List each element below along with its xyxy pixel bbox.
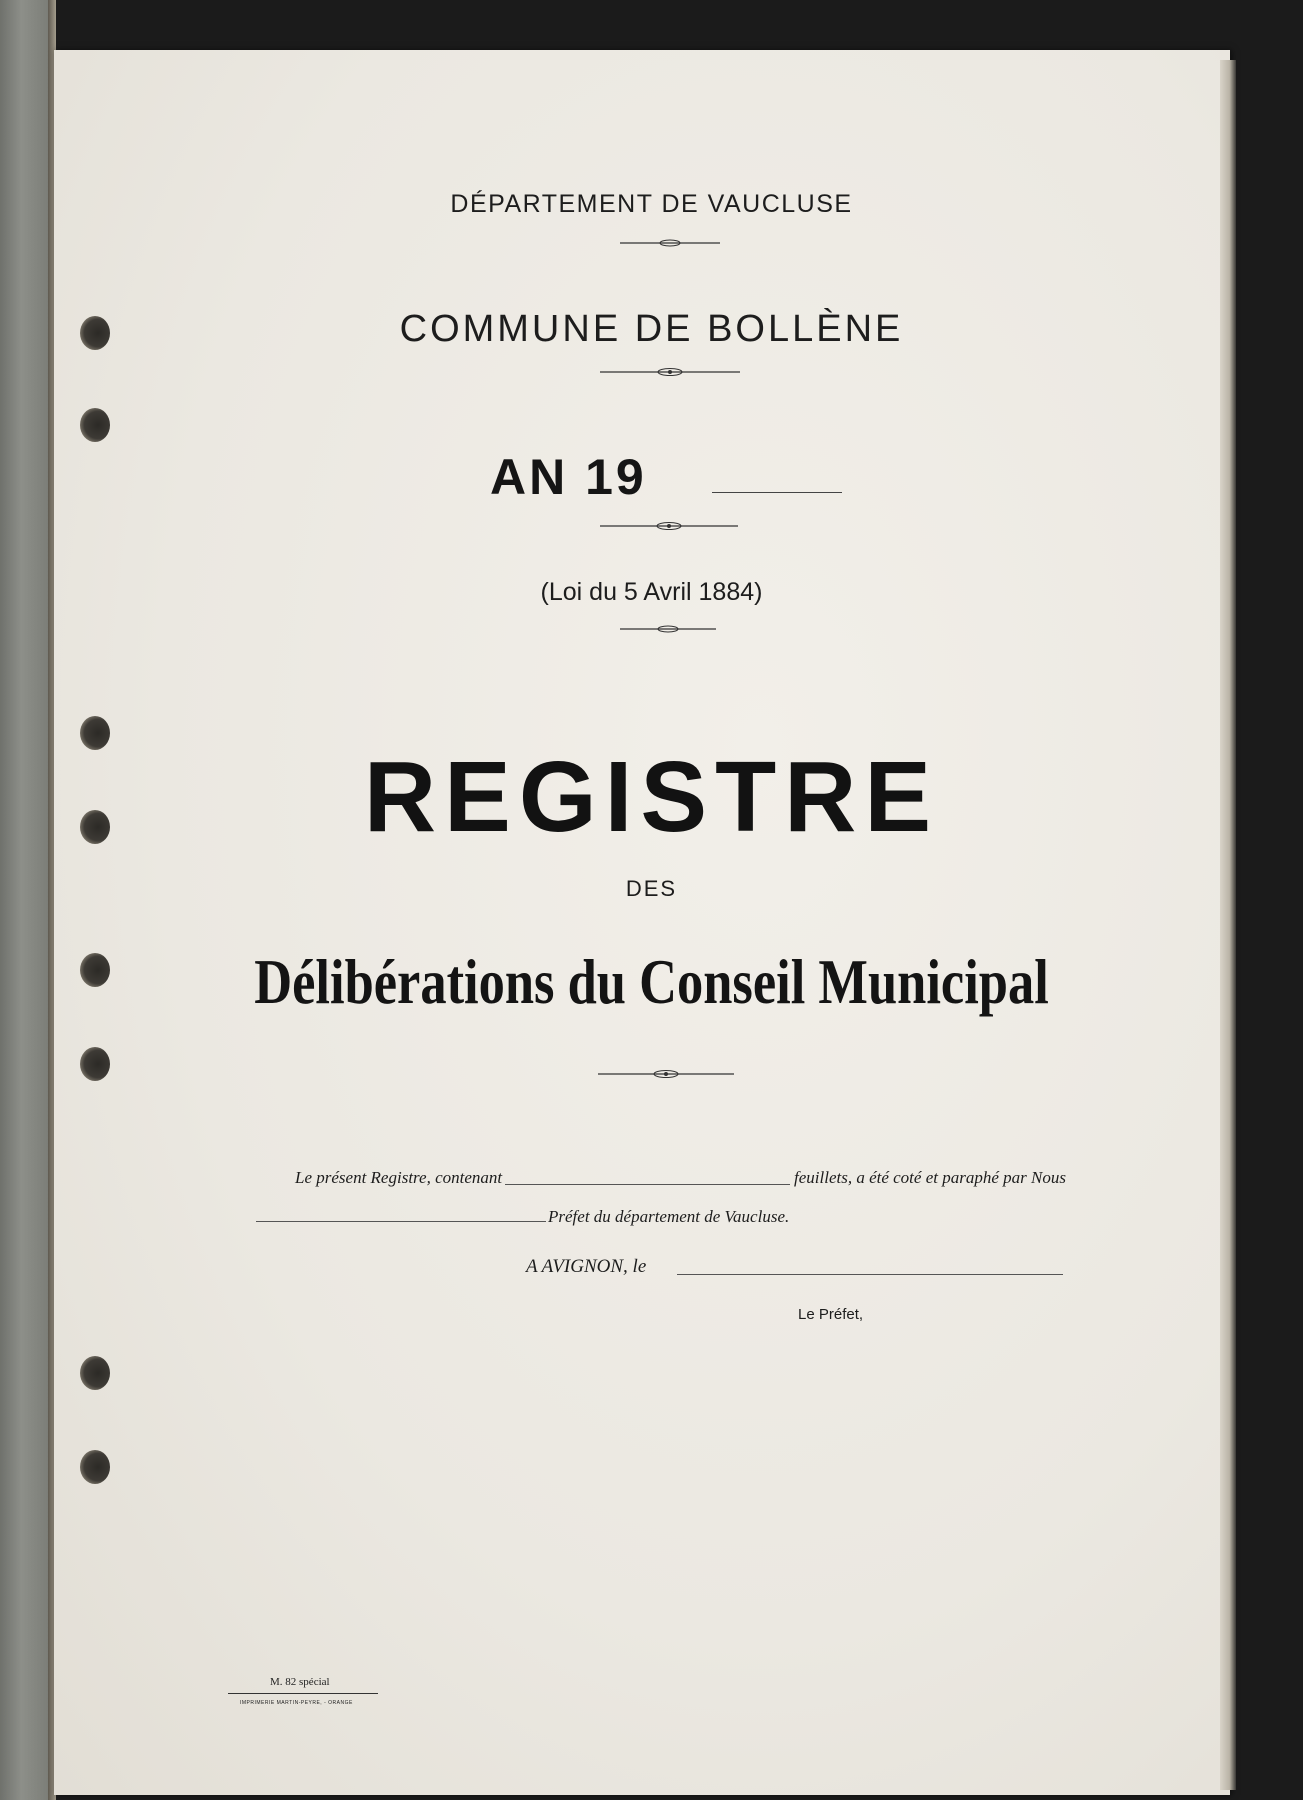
punch-hole xyxy=(80,1450,110,1484)
place-date-label: A AVIGNON, le xyxy=(526,1256,647,1277)
prefect-name-blank xyxy=(256,1221,546,1222)
ornament-divider xyxy=(620,624,716,634)
punch-hole xyxy=(80,1356,110,1390)
register-subtitle: Délibérations du Conseil Municipal xyxy=(254,946,1049,1017)
register-title: REGISTRE xyxy=(363,741,940,853)
imprint-rule xyxy=(228,1693,378,1694)
punch-hole xyxy=(80,1047,110,1081)
certification-text-a: Le présent Registre, contenant xyxy=(295,1168,503,1187)
printer-name: IMPRIMERIE MARTIN-PEYRE, - ORANGE xyxy=(240,1700,353,1706)
ornament-divider xyxy=(598,1068,734,1080)
sheet-count-blank xyxy=(505,1184,790,1185)
form-code: M. 82 spécial xyxy=(270,1676,330,1688)
year-blank-line xyxy=(712,492,842,493)
law-reference: (Loi du 5 Avril 1884) xyxy=(540,578,763,606)
punch-hole xyxy=(80,408,110,442)
punch-hole xyxy=(80,953,110,987)
date-blank xyxy=(677,1274,1063,1275)
department-heading: DÉPARTEMENT DE VAUCLUSE xyxy=(450,190,853,218)
prefect-signature-label: Le Préfet, xyxy=(798,1306,864,1323)
certification-text-prefect: Préfet du département de Vaucluse. xyxy=(548,1207,790,1226)
ornament-divider xyxy=(600,366,740,378)
ornament-divider xyxy=(620,238,720,248)
ornament-divider xyxy=(600,520,738,532)
year-heading: AN 19 xyxy=(490,449,647,505)
commune-heading: COMMUNE DE BOLLÈNE xyxy=(399,308,904,350)
certification-text-b: feuillets, a été coté et paraphé par Nous xyxy=(794,1168,1066,1187)
title-connector: DES xyxy=(625,876,678,901)
